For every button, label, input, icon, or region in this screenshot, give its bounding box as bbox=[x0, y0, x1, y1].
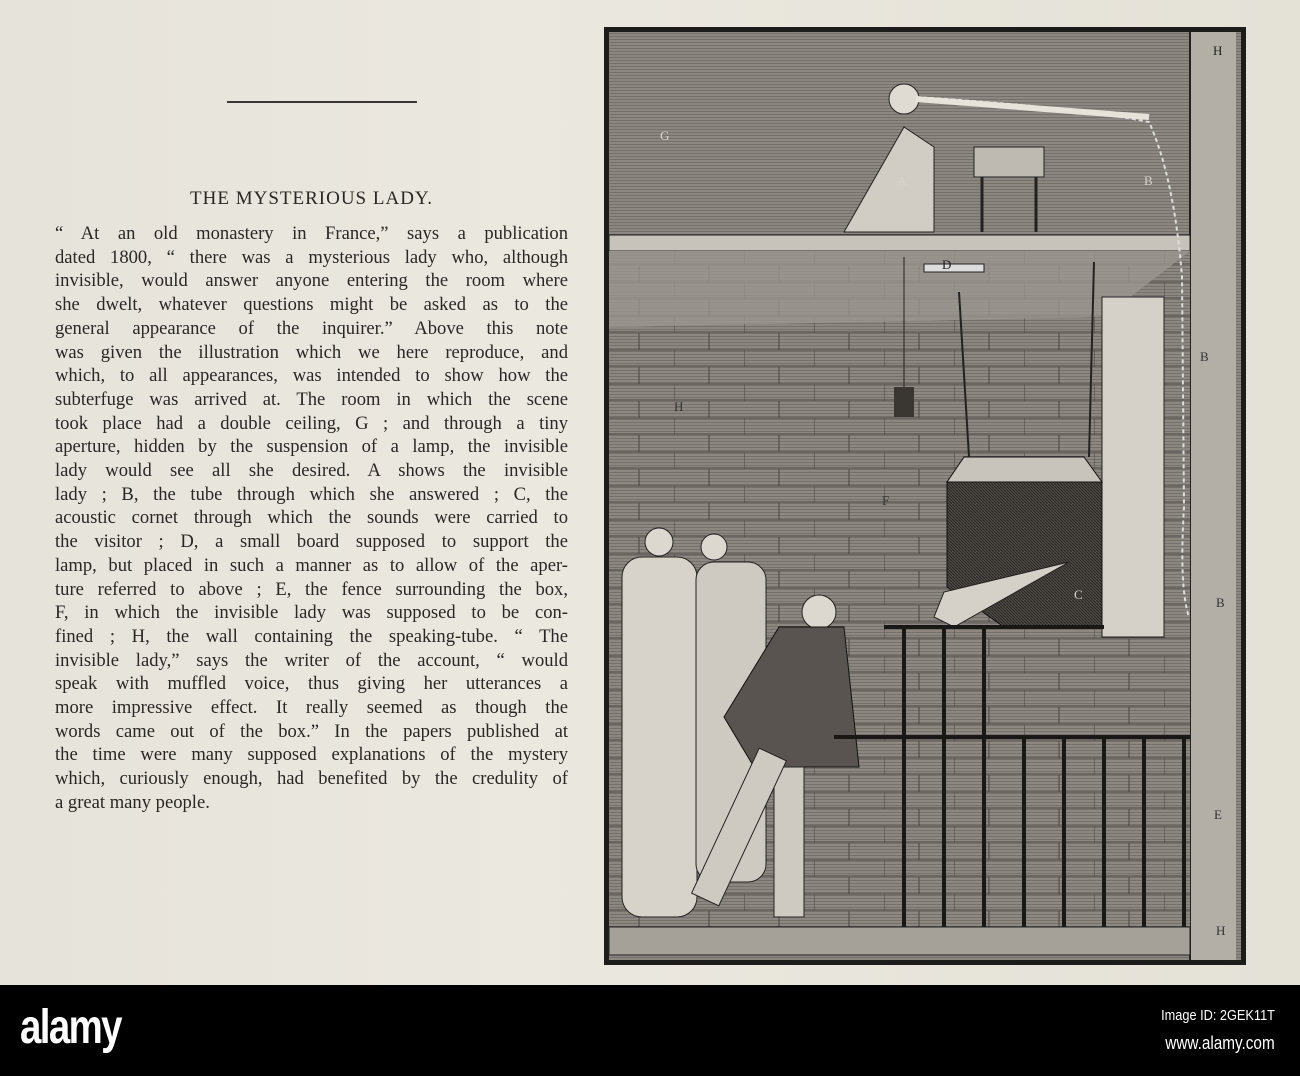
text-line: F, in which the invisible lady was supposed to be con- bbox=[55, 602, 568, 624]
text-line: acoustic cornet through which the sounds were carried to bbox=[55, 507, 568, 529]
label-e: E bbox=[1214, 807, 1222, 822]
text-line: which, curiously enough, had benefited by the credulity of bbox=[55, 768, 568, 790]
label-h-bottom: H bbox=[1216, 923, 1226, 938]
text-line: was given the illustration which we here reproduce, and bbox=[55, 341, 568, 363]
text-line: “ At an old monastery in France,” says a publication bbox=[55, 223, 568, 244]
watermark-url: www.alamy.com bbox=[1165, 1033, 1275, 1053]
text-line: invisible, would answer anyone entering the room where bbox=[55, 270, 568, 292]
text-line: words came out of the box.” In the papers published at bbox=[55, 720, 568, 742]
text-line: general appearance of the inquirer.” Above this note bbox=[55, 317, 568, 339]
text-line: lamp, but placed in such a manner as to allow of the aper- bbox=[55, 554, 568, 576]
text-line: the visitor ; D, a small board supposed to support the bbox=[55, 531, 568, 553]
text-line: dated 1800, “ there was a mysterious lady who, although bbox=[55, 246, 568, 268]
text-line: ture referred to above ; E, the fence surrounding the box, bbox=[55, 578, 568, 600]
label-c: C bbox=[1074, 587, 1083, 602]
alamy-logo: alamy bbox=[20, 1001, 121, 1054]
label-b-mid: B bbox=[1200, 349, 1209, 364]
text-line: more impressive effect. It really seemed as though the bbox=[55, 697, 568, 719]
text-line: took place had a double ceiling, G ; and through a tiny bbox=[55, 412, 568, 434]
stool bbox=[974, 147, 1044, 177]
text-line: invisible lady,” says the writer of the account, “ would bbox=[55, 649, 568, 671]
header-rule bbox=[227, 101, 417, 103]
double-ceiling bbox=[609, 235, 1190, 251]
engraving-illustration bbox=[604, 27, 1246, 965]
lamp bbox=[894, 387, 914, 417]
small-board bbox=[924, 264, 984, 272]
text-line: a great many people. bbox=[55, 791, 210, 813]
label-b-low: B bbox=[1216, 595, 1225, 610]
text-line: subterfuge was arrived at. The room in which the scene bbox=[55, 388, 568, 410]
text-line: which, to all appearances, was intended to show how the bbox=[55, 365, 568, 387]
label-f: F bbox=[882, 493, 890, 508]
text-line: the time were many supposed explanations of the mystery bbox=[55, 744, 568, 766]
label-b-top: B bbox=[1144, 173, 1153, 188]
floor bbox=[609, 927, 1190, 955]
label-h-left: H bbox=[674, 399, 684, 414]
text-line: speak with muffled voice, thus giving her utterances a bbox=[55, 673, 568, 695]
label-h-top: H bbox=[1213, 43, 1223, 58]
label-g: G bbox=[660, 128, 670, 143]
text-line: aperture, hidden by the suspension of a lamp, the invisible bbox=[55, 436, 568, 458]
text-line: fined ; H, the wall containing the speaking-tube. “ The bbox=[55, 625, 568, 647]
image-id: Image ID: 2GEK11T bbox=[1161, 1007, 1275, 1024]
label-a: A bbox=[897, 173, 907, 188]
watermark-bar bbox=[0, 985, 1300, 1076]
text-line: lady would see all she desired. A shows the invisible bbox=[55, 460, 568, 482]
article-title: THE MYSTERIOUS LADY. bbox=[190, 188, 433, 209]
text-line: lady ; B, the tube through which she answered ; C, the bbox=[55, 483, 568, 505]
window bbox=[1102, 297, 1164, 637]
label-d: D bbox=[942, 257, 952, 272]
text-line: she dwelt, whatever questions might be asked as to the bbox=[55, 294, 568, 316]
article-body bbox=[55, 222, 568, 815]
speaking-tube-wall bbox=[1190, 32, 1236, 960]
